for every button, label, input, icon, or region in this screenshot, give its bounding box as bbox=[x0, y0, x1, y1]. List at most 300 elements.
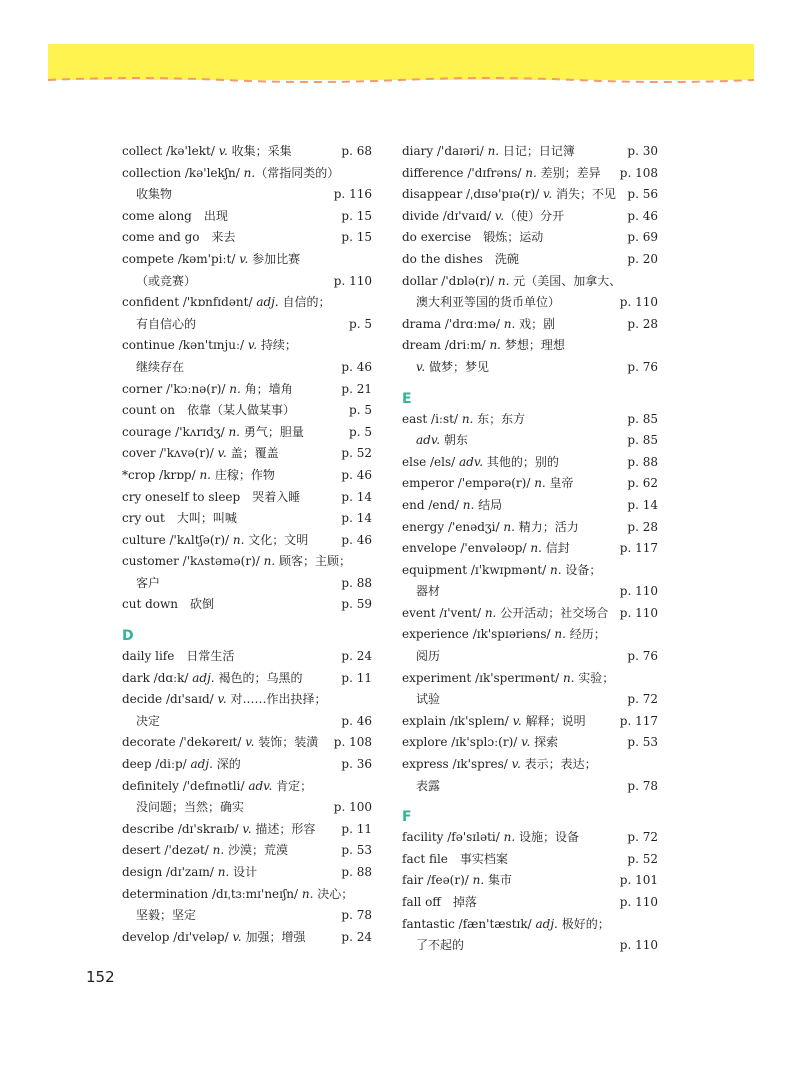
glossary-entry bbox=[122, 487, 372, 509]
glossary-entry bbox=[402, 754, 658, 797]
glossary-entry bbox=[402, 624, 658, 667]
entry-continuation-line bbox=[122, 184, 372, 206]
entry-page-ref: p. 88 bbox=[627, 454, 658, 469]
entry-continuation-line bbox=[402, 935, 658, 957]
entry-text: deep /diːp/ bbox=[122, 757, 191, 772]
entry-page-ref: p. 46 bbox=[341, 713, 372, 728]
entry-gloss: 戏；剧 bbox=[515, 316, 556, 331]
entry-line bbox=[122, 551, 372, 573]
part-of-speech: n. bbox=[243, 165, 256, 180]
entry-page-ref: p. 24 bbox=[341, 929, 372, 944]
entry-continuation-line bbox=[122, 314, 372, 336]
entry-text: 澳大利亚等国的货币单位） bbox=[416, 295, 561, 310]
entry-gloss: 朝东 bbox=[440, 433, 468, 448]
entry-continuation-line bbox=[122, 271, 372, 293]
entry-text: decide /dɪ'saɪd/ bbox=[122, 692, 218, 707]
entry-gloss: 精力；活力 bbox=[514, 519, 579, 534]
entry-line bbox=[402, 538, 658, 560]
entry-page-ref: p. 53 bbox=[627, 735, 658, 750]
entry-continuation-line bbox=[122, 357, 372, 379]
entry-gloss: 顾客；主顾； bbox=[275, 554, 351, 569]
entry-page-ref: p. 110 bbox=[619, 584, 658, 599]
entry-text: customer /'kʌstəmə(r)/ bbox=[122, 554, 264, 569]
glossary-entry bbox=[122, 594, 372, 616]
section-letter: F bbox=[402, 809, 412, 826]
entry-page-ref: p. 5 bbox=[349, 316, 372, 331]
glossary-entry bbox=[122, 689, 372, 732]
entry-page-ref: p. 69 bbox=[627, 230, 658, 245]
entry-line bbox=[122, 927, 372, 949]
part-of-speech: v. bbox=[242, 821, 252, 836]
glossary-entry bbox=[122, 927, 372, 949]
part-of-speech: n. bbox=[484, 605, 497, 620]
entry-page-ref: p. 72 bbox=[627, 830, 658, 845]
entry-text: 客户 bbox=[136, 575, 161, 590]
glossary-entry bbox=[402, 163, 658, 185]
entry-text: *crop /krɒp/ bbox=[122, 467, 200, 482]
glossary-entry bbox=[402, 206, 658, 228]
entry-page-ref: p. 68 bbox=[341, 144, 372, 158]
entry-text: describe /dɪ'skraɪb/ bbox=[122, 821, 243, 836]
entry-page-ref: p. 88 bbox=[341, 575, 372, 590]
glossary-entry bbox=[402, 495, 658, 517]
entry-text: explore /ɪk'splɔː(r)/ bbox=[402, 735, 522, 750]
glossary-entry bbox=[402, 335, 658, 378]
glossary-entry bbox=[402, 473, 658, 495]
entry-text: disappear /ˌdɪsə'pɪə(r)/ bbox=[402, 187, 543, 202]
entry-gloss: 经历； bbox=[565, 627, 606, 642]
entry-page-ref: p. 11 bbox=[341, 821, 372, 836]
entry-gloss: 皇帝 bbox=[545, 476, 574, 491]
entry-line bbox=[402, 409, 658, 431]
entry-text: collect /kə'lekt/ bbox=[122, 144, 219, 158]
entry-text: fair /feə(r)/ bbox=[402, 873, 473, 888]
part-of-speech: n. bbox=[550, 562, 562, 577]
part-of-speech: n. bbox=[530, 541, 542, 556]
entry-text: envelope /'envələʊp/ bbox=[402, 541, 531, 556]
entry-gloss: 角；墙角 bbox=[240, 381, 293, 396]
entry-page-ref: p. 110 bbox=[619, 295, 658, 310]
entry-line bbox=[122, 400, 372, 422]
entry-gloss: 极好的； bbox=[557, 916, 610, 931]
entry-page-ref: p. 76 bbox=[627, 359, 658, 374]
entry-text: 试验 bbox=[416, 692, 441, 707]
entry-line bbox=[402, 711, 658, 733]
entry-page-ref: p. 100 bbox=[333, 800, 372, 815]
glossary-entry bbox=[122, 292, 372, 335]
entry-page-ref: p. 14 bbox=[627, 497, 658, 512]
glossary-entry bbox=[402, 560, 658, 603]
entry-line bbox=[122, 819, 372, 841]
entry-gloss: 对……作出抉择； bbox=[226, 692, 327, 707]
entry-text: determination /dɪˌtɜːmɪ'neɪʃn/ bbox=[122, 886, 302, 901]
entry-line bbox=[402, 560, 658, 582]
part-of-speech: adv. bbox=[459, 454, 484, 469]
part-of-speech: n. bbox=[554, 627, 566, 642]
entry-page-ref: p. 116 bbox=[333, 187, 372, 202]
entry-line bbox=[402, 849, 658, 871]
entry-text: experiment /ɪk'sperɪmənt/ bbox=[402, 670, 563, 685]
glossary-entry bbox=[122, 163, 372, 206]
part-of-speech: n. bbox=[503, 519, 515, 534]
entry-text: decorate /'dekəreɪt/ bbox=[122, 735, 246, 750]
entry-line bbox=[402, 163, 658, 185]
entry-gloss: 探索 bbox=[530, 735, 559, 750]
entry-line bbox=[402, 271, 658, 293]
part-of-speech: adj. bbox=[190, 757, 213, 772]
entry-gloss: 结局 bbox=[474, 497, 503, 512]
glossary-entry bbox=[402, 249, 658, 271]
entry-line bbox=[402, 184, 658, 206]
entry-page-ref: p. 30 bbox=[627, 144, 658, 158]
part-of-speech: v. bbox=[511, 757, 521, 772]
glossary-entry bbox=[402, 184, 658, 206]
entry-text: east /iːst/ bbox=[402, 411, 462, 426]
entry-text: come and go 来去 bbox=[122, 230, 236, 245]
glossary-entry bbox=[122, 206, 372, 228]
part-of-speech: adv. bbox=[248, 778, 273, 793]
entry-page-ref: p. 28 bbox=[627, 316, 658, 331]
entry-gloss: 梦想；理想 bbox=[501, 338, 565, 353]
entry-text: else /els/ bbox=[402, 454, 460, 469]
entry-line bbox=[402, 624, 658, 646]
entry-line bbox=[122, 379, 372, 401]
glossary-entry bbox=[122, 551, 372, 594]
entry-gloss: 做梦；梦见 bbox=[425, 359, 489, 374]
entry-text: fall off 掉落 bbox=[402, 895, 477, 909]
glossary-entry bbox=[402, 517, 658, 539]
entry-page-ref: p. 110 bbox=[619, 895, 658, 909]
entry-text: cry out 大叫；叫喊 bbox=[122, 511, 237, 526]
part-of-speech: v. bbox=[245, 735, 255, 750]
entry-line bbox=[402, 870, 658, 892]
entry-page-ref: p. 59 bbox=[341, 597, 372, 612]
entry-text: confident /'kɒnfɪdənt/ bbox=[122, 295, 257, 310]
entry-text: daily life 日常生活 bbox=[122, 649, 235, 664]
entry-line bbox=[122, 487, 372, 509]
entry-text: express /ɪk'spres/ bbox=[402, 757, 512, 772]
part-of-speech: n. bbox=[472, 873, 485, 888]
entry-gloss: 公开活动；社交场合 bbox=[496, 605, 609, 620]
entry-gloss: 表示；表达； bbox=[520, 757, 597, 772]
entry-gloss: 庄稼；作物 bbox=[211, 467, 275, 482]
entry-line bbox=[122, 141, 372, 163]
entry-text: 器材 bbox=[416, 584, 441, 599]
glossary-entry bbox=[402, 892, 658, 914]
entry-text: end /end/ bbox=[402, 497, 463, 512]
entry-gloss: 集市 bbox=[484, 873, 513, 888]
entry-line bbox=[402, 517, 658, 539]
entry-gloss: 日记；日记簿 bbox=[499, 144, 575, 158]
entry-gloss: 差别；差异 bbox=[536, 165, 601, 180]
glossary-entry bbox=[402, 914, 658, 957]
entry-page-ref: p. 76 bbox=[627, 649, 658, 664]
entry-gloss: 装饰；装潢 bbox=[254, 735, 319, 750]
entry-page-ref: p. 15 bbox=[341, 230, 372, 245]
entry-line bbox=[402, 914, 658, 936]
entry-text: difference /'dɪfrəns/ bbox=[402, 165, 526, 180]
part-of-speech: adv. bbox=[416, 433, 441, 448]
entry-line bbox=[402, 227, 658, 249]
entry-page-ref: p. 24 bbox=[341, 649, 372, 664]
glossary-entry bbox=[402, 538, 658, 560]
glossary-entry bbox=[402, 141, 658, 163]
glossary-entry bbox=[122, 840, 372, 862]
entry-line bbox=[122, 422, 372, 444]
entry-page-ref: p. 62 bbox=[627, 476, 658, 491]
entry-gloss: 消失；不见 bbox=[552, 187, 616, 202]
glossary-entry bbox=[122, 422, 372, 444]
entry-text: compete /kəm'piːt/ bbox=[122, 251, 240, 266]
entry-line bbox=[122, 335, 372, 357]
entry-page-ref: p. 108 bbox=[619, 165, 658, 180]
entry-gloss: 元（美国、加拿大、 bbox=[509, 273, 622, 288]
entry-gloss: （常指同类的） bbox=[255, 165, 340, 180]
part-of-speech: n. bbox=[461, 411, 474, 426]
entry-line bbox=[122, 206, 372, 228]
part-of-speech: n. bbox=[562, 670, 575, 685]
entry-page-ref: p. 15 bbox=[341, 208, 372, 223]
entry-gloss: 深的 bbox=[212, 757, 241, 772]
part-of-speech: n. bbox=[228, 424, 240, 439]
entry-page-ref: p. 101 bbox=[619, 873, 658, 888]
header-banner bbox=[48, 44, 754, 80]
part-of-speech: n. bbox=[503, 830, 516, 845]
entry-line bbox=[122, 884, 372, 906]
entry-text: 没问题；当然；确实 bbox=[136, 800, 245, 815]
glossary-entry bbox=[122, 465, 372, 487]
entry-page-ref: p. 11 bbox=[341, 670, 372, 685]
glossary-entry bbox=[402, 711, 658, 733]
entry-text: fantastic /fæn'tæstɪk/ bbox=[402, 916, 536, 931]
entry-text: dream /driːm/ bbox=[402, 338, 490, 353]
entry-text: equipment /ɪ'kwɪpmənt/ bbox=[402, 562, 551, 577]
glossary-entry bbox=[122, 530, 372, 552]
entry-gloss: 其他的；别的 bbox=[483, 454, 559, 469]
glossary-entry bbox=[122, 227, 372, 249]
entry-continuation-line bbox=[122, 797, 372, 819]
entry-page-ref: p. 85 bbox=[627, 411, 658, 426]
part-of-speech: v. bbox=[416, 359, 426, 374]
entry-page-ref: p. 46 bbox=[341, 467, 372, 482]
part-of-speech: n. bbox=[217, 865, 230, 879]
entry-gloss: 自信的； bbox=[278, 295, 331, 310]
glossary-entry bbox=[122, 508, 372, 530]
entry-line bbox=[122, 249, 372, 271]
entry-text: diary /'daɪəri/ bbox=[402, 144, 488, 158]
entry-text: do the dishes 洗碗 bbox=[402, 251, 519, 266]
entry-page-ref: p. 117 bbox=[619, 713, 658, 728]
entry-page-ref: p. 46 bbox=[341, 532, 372, 547]
part-of-speech: v. bbox=[494, 208, 505, 223]
entry-line bbox=[402, 249, 658, 271]
entry-gloss: 解释；说明 bbox=[521, 713, 586, 728]
part-of-speech: n. bbox=[497, 273, 510, 288]
entry-line bbox=[122, 530, 372, 552]
entry-gloss: 文化；文明 bbox=[244, 532, 309, 547]
entry-gloss: 勇气；胆量 bbox=[240, 424, 304, 439]
part-of-speech: n. bbox=[212, 843, 225, 858]
entry-line bbox=[402, 452, 658, 474]
entry-page-ref: p. 110 bbox=[333, 273, 372, 288]
entry-line bbox=[402, 732, 658, 754]
glossary-entry bbox=[122, 884, 372, 927]
entry-gloss: 收集；采集 bbox=[227, 144, 292, 158]
page-number: 152 bbox=[86, 968, 115, 986]
entry-text: 继续存在 bbox=[136, 359, 185, 374]
entry-continuation-line bbox=[402, 689, 658, 711]
entry-page-ref: p. 5 bbox=[349, 403, 372, 418]
entry-text: 有自信心的 bbox=[136, 316, 197, 331]
entry-page-ref: p. 21 bbox=[341, 381, 372, 396]
entry-text: collection /kə'lekʃn/ bbox=[122, 165, 244, 180]
entry-page-ref: p. 46 bbox=[627, 208, 658, 223]
entry-text: come along 出现 bbox=[122, 208, 228, 223]
entry-text: 阅历 bbox=[416, 649, 441, 664]
entry-line bbox=[402, 668, 658, 690]
entry-line bbox=[402, 827, 658, 849]
entry-text: cry oneself to sleep 哭着入睡 bbox=[122, 489, 301, 504]
entry-text: do exercise 锻炼；运动 bbox=[402, 230, 544, 245]
entry-gloss: 盖；覆盖 bbox=[226, 446, 279, 461]
entry-text: culture /'kʌltʃə(r)/ bbox=[122, 532, 233, 547]
entry-text: dollar /'dɒlə(r)/ bbox=[402, 273, 498, 288]
entry-text: desert /'dezət/ bbox=[122, 843, 213, 858]
glossary-entry bbox=[402, 314, 658, 336]
part-of-speech: n. bbox=[199, 467, 211, 482]
glossary-entry bbox=[122, 668, 372, 690]
entry-page-ref: p. 88 bbox=[341, 865, 372, 879]
part-of-speech: n. bbox=[232, 532, 245, 547]
glossary-entry bbox=[402, 227, 658, 249]
entry-text: definitely /'defɪnətli/ bbox=[122, 778, 249, 793]
entry-page-ref: p. 20 bbox=[627, 251, 658, 266]
entry-page-ref: p. 110 bbox=[619, 605, 658, 620]
glossary-entry bbox=[122, 754, 372, 776]
entry-line bbox=[122, 754, 372, 776]
entry-continuation-line bbox=[402, 292, 658, 314]
entry-page-ref: p. 110 bbox=[619, 938, 658, 953]
entry-line bbox=[402, 892, 658, 914]
entry-page-ref: p. 36 bbox=[341, 757, 372, 772]
entry-page-ref: p. 85 bbox=[627, 433, 658, 448]
entry-gloss: 加强；增强 bbox=[241, 929, 306, 944]
entry-gloss: 描述；形容 bbox=[251, 821, 316, 836]
entry-gloss: 决心； bbox=[313, 886, 354, 901]
entry-text: 收集物 bbox=[136, 187, 173, 202]
banner-dashed-border bbox=[48, 76, 754, 84]
glossary-entry bbox=[122, 443, 372, 465]
glossary-entry bbox=[402, 668, 658, 711]
entry-gloss: 肯定； bbox=[272, 778, 313, 793]
glossary-entry bbox=[122, 862, 372, 884]
part-of-speech: n. bbox=[301, 886, 314, 901]
entry-line bbox=[402, 473, 658, 495]
glossary-entry bbox=[402, 870, 658, 892]
part-of-speech: n. bbox=[229, 381, 241, 396]
entry-continuation-line bbox=[402, 646, 658, 668]
entry-continuation-line bbox=[402, 581, 658, 603]
entry-line bbox=[122, 646, 372, 668]
entry-page-ref: p. 14 bbox=[341, 511, 372, 526]
part-of-speech: n. bbox=[503, 316, 516, 331]
glossary-entry bbox=[122, 732, 372, 754]
section-letter: E bbox=[402, 390, 412, 407]
part-of-speech: v. bbox=[218, 144, 228, 158]
entry-text: design /dɪ'zaɪn/ bbox=[122, 865, 218, 879]
entry-page-ref: p. 5 bbox=[349, 424, 372, 439]
entry-text: experience /ɪk'spɪəriəns/ bbox=[402, 627, 555, 642]
glossary-entry bbox=[402, 732, 658, 754]
glossary-entry bbox=[122, 335, 372, 378]
entry-line bbox=[122, 163, 372, 185]
part-of-speech: v. bbox=[239, 251, 249, 266]
entry-page-ref: p. 78 bbox=[341, 908, 372, 923]
part-of-speech: adj. bbox=[192, 670, 215, 685]
part-of-speech: n. bbox=[263, 554, 276, 569]
entry-gloss: 设计 bbox=[229, 865, 258, 879]
entry-text: develop /dɪ'veləp/ bbox=[122, 929, 233, 944]
entry-line bbox=[402, 206, 658, 228]
entry-page-ref: p. 53 bbox=[341, 843, 372, 858]
part-of-speech: v. bbox=[232, 929, 242, 944]
entry-continuation-line bbox=[402, 430, 658, 452]
glossary-entry bbox=[402, 849, 658, 871]
glossary-entry bbox=[402, 271, 658, 314]
entry-page-ref: p. 46 bbox=[341, 359, 372, 374]
glossary-entry bbox=[122, 249, 372, 292]
glossary-entry bbox=[122, 141, 372, 163]
glossary-entry bbox=[122, 776, 372, 819]
entry-text: facility /fə'sɪləti/ bbox=[402, 830, 504, 845]
part-of-speech: n. bbox=[462, 497, 475, 512]
glossary-entry bbox=[402, 409, 658, 452]
glossary-entry bbox=[122, 646, 372, 668]
entry-text: explain /ɪk'spleɪn/ bbox=[402, 713, 513, 728]
part-of-speech: v. bbox=[247, 338, 258, 353]
entry-gloss: 沙漠；荒漠 bbox=[224, 843, 289, 858]
entry-continuation-line bbox=[122, 905, 372, 927]
entry-gloss: 东；东方 bbox=[473, 411, 526, 426]
entry-gloss: 持续； bbox=[257, 338, 297, 353]
entry-page-ref: p. 28 bbox=[627, 519, 658, 534]
entry-page-ref: p. 52 bbox=[341, 446, 372, 461]
part-of-speech: adj. bbox=[256, 295, 279, 310]
glossary-entry bbox=[402, 603, 658, 625]
entry-line bbox=[122, 465, 372, 487]
part-of-speech: v. bbox=[512, 713, 522, 728]
entry-page-ref: p. 72 bbox=[627, 692, 658, 707]
entry-text: cover /'kʌvə(r)/ bbox=[122, 446, 218, 461]
part-of-speech: n. bbox=[487, 144, 500, 158]
entry-page-ref: p. 56 bbox=[627, 187, 658, 202]
entry-page-ref: p. 117 bbox=[619, 541, 658, 556]
entry-line bbox=[122, 227, 372, 249]
entry-text: 了不起的 bbox=[416, 938, 465, 953]
entry-line bbox=[122, 668, 372, 690]
entry-text: fact file 事实档案 bbox=[402, 851, 508, 866]
part-of-speech: adj. bbox=[535, 916, 558, 931]
entry-line bbox=[402, 314, 658, 336]
entry-line bbox=[122, 862, 372, 884]
entry-text: 表露 bbox=[416, 778, 441, 793]
entry-line bbox=[122, 732, 372, 754]
entry-line bbox=[402, 141, 658, 163]
entry-line bbox=[402, 754, 658, 776]
entry-text: emperor /'empərə(r)/ bbox=[402, 476, 535, 491]
entry-text: courage /'kʌrɪdʒ/ bbox=[122, 424, 229, 439]
part-of-speech: v. bbox=[521, 735, 531, 750]
